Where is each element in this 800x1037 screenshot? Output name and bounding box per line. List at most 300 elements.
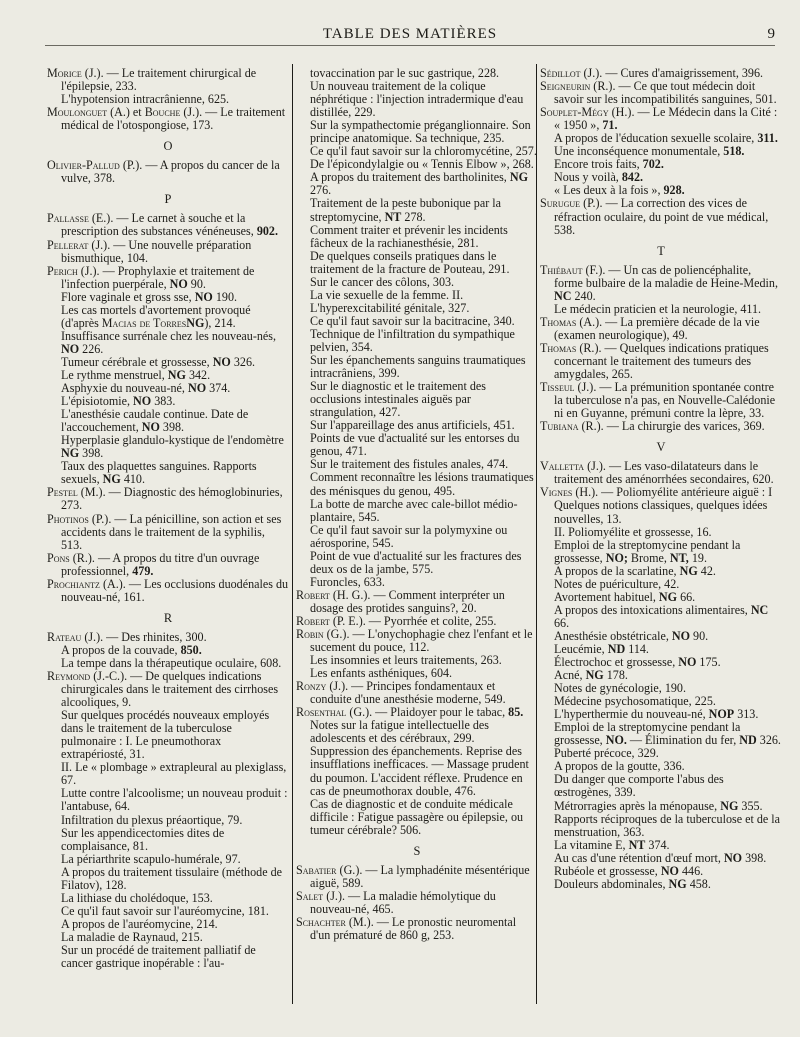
entry-text: A propos des intoxications alimentaires, (554, 602, 751, 617)
entry-text: Insuffisance surrénale chez les nouveau-nés, (61, 328, 277, 343)
index-subentry (296, 250, 538, 276)
entry-text: Nous y voilà, (554, 170, 622, 185)
author-name: Ronzy (296, 679, 327, 694)
index-subentry (540, 539, 782, 565)
column-divider (292, 64, 293, 1004)
entry-text: Puberté précoce, 329. (554, 746, 659, 761)
entry-text: (R.). — La chirurgie des varices, 369. (578, 419, 765, 434)
author-name: Photinos (47, 511, 89, 526)
section-letter (540, 441, 782, 454)
index-subentry (296, 289, 538, 315)
entry-text: (G.). — L'onychophagie chez l'enfant et le sucement du pouce, 112. (310, 627, 533, 655)
bold-reference: NC (750, 602, 769, 617)
entry-text: La vitamine E, (554, 837, 629, 852)
entry-text: La lithiase du cholédoque, 153. (61, 890, 213, 905)
entry-text: Notes sur la fatigue intellectuelle des adolescents et des cérébraux, 299. (310, 718, 489, 746)
index-entry (540, 420, 782, 433)
entry-text: 42. (697, 563, 716, 578)
entry-text: (H.). — Poliomyélite antérieure aiguë : I Quelques notions classiques, quelques idées nouvelles, 13. (554, 485, 773, 526)
entry-text: 240. (571, 288, 596, 303)
index-subentry (296, 745, 538, 797)
author-name: Valletta (540, 459, 585, 474)
entry-text: (A.). — Les occlusions duodénales du nouveau-né, 161. (61, 576, 289, 604)
entry-text: (J.). — La maladie hémolytique du nouveau-né, 465. (310, 888, 496, 916)
entry-text: L'hyperthermie du nouveau-né, (554, 707, 709, 722)
index-entry (540, 316, 782, 342)
entry-text: A propos de la scarlatine, (554, 563, 680, 578)
entry-text: 278. (401, 209, 426, 224)
entry-text: 326. (230, 354, 256, 369)
bold-reference: 71. (602, 118, 618, 133)
index-subentry (47, 944, 289, 970)
entry-text: 90. (187, 276, 206, 291)
index-entry (540, 460, 782, 486)
entry-text: Technique de l'infiltration du sympathique pelvien, 354. (310, 326, 515, 354)
index-subentry (540, 773, 782, 799)
bold-reference: NO (678, 655, 697, 670)
entry-text: 326. (756, 733, 781, 748)
index-entry (540, 381, 782, 420)
entry-text: Électrochoc et grossesse, (554, 655, 679, 670)
index-subentry (540, 721, 782, 747)
index-subentry (540, 604, 782, 630)
entry-text: (J.). — Une nouvelle préparation bismuthique, 104. (61, 237, 252, 265)
author-name: Vignes (540, 485, 573, 500)
index-entry (296, 890, 538, 916)
entry-text: De quelques conseils pratiques dans le traitement de la fracture de Pouteau, 291. (310, 248, 510, 276)
entry-text: (P. E.). — Pyorrhée et colite, 255. (329, 613, 497, 628)
index-subentry (296, 471, 538, 497)
entry-text: « 1950 », (554, 118, 603, 133)
author-name: Tubiana (540, 419, 579, 434)
bold-reference: NG (167, 367, 186, 382)
entry-text: (G.). — La lymphadénite mésentérique aiguë, 589. (310, 862, 530, 890)
entry-text: 19. (688, 550, 707, 565)
index-entry (296, 916, 538, 942)
entry-text: Du danger que comporte l'abus des œstrogènes, 339. (554, 772, 724, 800)
entry-text: R (163, 610, 173, 625)
bold-reference: NO (212, 354, 231, 369)
entry-text: (A.). — La première décade de la vie (examen neurologique), 49. (554, 314, 760, 342)
entry-text: (H.). — Le Médecin dans la Cité : (608, 105, 778, 120)
index-column-1 (47, 67, 289, 1007)
page-header (45, 26, 775, 44)
entry-text: Brome, (627, 550, 670, 565)
author-name: Seigneurin (540, 79, 591, 94)
entry-text: Métrorragies après la ménopause, (554, 798, 721, 813)
entry-text: (E.). — Le carnet à souche et la prescription des substances vénéneuses, (61, 211, 257, 239)
bold-reference: NO (169, 276, 188, 291)
entry-text: A propos du traitement des bartholinites, (310, 170, 510, 185)
author-name: Moulonguet (47, 105, 108, 120)
index-subentry (47, 304, 289, 330)
entry-text: L'anesthésie caudale continue. Date de l'accouchement, (61, 407, 249, 435)
entry-text: 398. (159, 420, 185, 435)
entry-text: Notes de gynécologie, 190. (554, 681, 686, 696)
index-subentry (296, 171, 538, 197)
entry-text: Un nouveau traitement de la colique néphrétique : l'injection intradermique d'eau distillée, 229. (310, 79, 524, 120)
index-subentry (540, 813, 782, 839)
entry-text: A propos de la goutte, 336. (554, 759, 685, 774)
entry-text: — Élimination du fer, (626, 733, 740, 748)
entry-text: (P.). — La correction des vices de réfraction oculaire, du point de vue médical, 538. (554, 196, 769, 237)
index-subentry (47, 460, 289, 486)
author-name: Morice (47, 67, 82, 80)
index-subentry (296, 524, 538, 550)
header-rule (45, 45, 775, 46)
entry-text: (R.). — A propos du titre d'un ouvrage professionnel, (61, 550, 260, 578)
entry-text: A propos de la couvade, (61, 642, 181, 657)
bold-reference: NO (61, 341, 80, 356)
entry-text: Traitement de la peste bubonique par la streptomycine, (310, 196, 501, 224)
bold-reference: NT (384, 209, 402, 224)
index-entry (47, 513, 289, 552)
index-subentry (47, 827, 289, 853)
entry-text: 446. (678, 863, 704, 878)
index-entry (47, 670, 289, 709)
entry-text: (R.). — Ce que tout médecin doit savoir sur les incompatibilités sanguines, 501. (554, 79, 777, 107)
entry-text: 214. (214, 315, 236, 330)
entry-text: Sur un procédé de traitement palliatif de cancer gastrique inopérable : l'au- (61, 943, 256, 971)
bold-reference: NG (668, 876, 687, 891)
entry-text: 276. (310, 183, 332, 198)
index-subentry (47, 787, 289, 813)
entry-text: Le médecin praticien et la neurologie, 411. (554, 301, 762, 316)
bold-reference: NO; (605, 550, 628, 565)
entry-text: 374. (645, 837, 670, 852)
bold-reference: 85. (508, 705, 524, 720)
index-entry (540, 264, 782, 303)
section-letter (296, 845, 538, 858)
entry-text: Acné, (554, 668, 586, 683)
entry-text: A propos de l'éducation sexuelle scolaire, (554, 131, 758, 146)
index-subentry (47, 709, 289, 761)
author-name: Robert (296, 613, 330, 628)
entry-text: (J.). — Le traitement chirurgical de l'épilepsie, 233. (61, 67, 257, 94)
entry-text: II. Poliomyélite et grossesse, 16. (554, 524, 712, 539)
entry-text: Points de vue d'actualité sur les entorses du genou, 471. (310, 431, 520, 459)
entry-text: 383. (151, 394, 176, 409)
entry-text: (J.). — Les vaso-dilatateurs dans le traitement des aménorrhées secondaires, 620. (554, 459, 774, 487)
entry-text: Les enfants asthéniques, 604. (310, 666, 453, 681)
entry-text: Avortement habituel, (554, 589, 659, 604)
entry-text: 90. (690, 628, 709, 643)
entry-text: Sur les épanchements sanguins traumatiques intracrâniens, 399. (310, 353, 526, 381)
author-name: Thiébaut (540, 262, 583, 277)
entry-text: Leucémie, (554, 641, 608, 656)
entry-text: (J.). — La prémunition spontanée contre la tuberculose n'a pas, en Nouvelle-Calédonie ni en Guyanne, prémuni contre la lèpre, 33. (554, 380, 776, 421)
author-name: Reymond (47, 669, 91, 684)
entry-text: Sur le diagnostic et le traitement des occlusions intestinales aiguës par strangulation, 427. (310, 379, 486, 420)
entry-text: La périarthrite scapulo-humérale, 97. (61, 851, 241, 866)
entry-text: Lutte contre l'alcoolisme; un nouveau produit : l'antabuse, 64. (61, 786, 288, 814)
index-entry (47, 486, 289, 512)
bold-reference: NT, (669, 550, 689, 565)
entry-text: (J.). — Cures d'amaigrissement, 396. (580, 67, 764, 80)
index-subentry (47, 866, 289, 892)
entry-text: (G.). — Plaidoyer pour le tabac, (346, 705, 509, 720)
index-entry (47, 552, 289, 578)
author-name: Pons (47, 550, 70, 565)
index-entry (47, 578, 289, 604)
entry-text: (J.). — Principes fondamentaux et conduite d'une anesthésie moderne, 549. (310, 679, 506, 707)
index-subentry (47, 761, 289, 787)
entry-text: Médecine psychosomatique, 225. (554, 694, 716, 709)
entry-text: Sur les appendicectomies dites de complaisance, 81. (61, 825, 225, 853)
entry-text: Rubéole et grossesse, (554, 863, 661, 878)
bold-reference: NO (141, 420, 160, 435)
entry-text: Hyperplasie glandulo-kystique de l'endomètre (61, 433, 284, 448)
entry-text: Cas de diagnostic et de conduite médicale difficile : Fatigue passagère ou épilepsie, ou tumeur cérébrale? 506. (310, 796, 524, 837)
entry-text: Taux des plaquettes sanguines. Rapports sexuels, (61, 459, 257, 487)
entry-text: Flore vaginale et gross sse, (61, 289, 195, 304)
entry-text: Sur l'appareillage des anus artificiels, 451. (310, 418, 515, 433)
section-letter (47, 140, 289, 153)
entry-text: (J.). — Des rhinites, 300. (81, 629, 207, 644)
index-subentry (296, 119, 538, 145)
entry-text: Ce qu'il faut savoir sur la bacitracine, 340. (310, 313, 515, 328)
bold-reference: ND (607, 641, 626, 656)
entry-text: Emploi de la streptomycine pendant la grossesse, (554, 537, 741, 565)
entry-text: A propos de l'auréomycine, 214. (61, 916, 218, 931)
entry-text: (R.). — Quelques indications pratiques concernant le traitement des tumeurs des amygdales, 265. (554, 340, 769, 382)
entry-text: P (164, 192, 172, 207)
entry-text: (P.). — La pénicilline, son action et ses accidents dans le traitement de la syphilis, 513. (61, 511, 282, 552)
author-name: Rosenthal (296, 705, 347, 720)
index-entry (296, 864, 538, 890)
entry-text: 398. (742, 850, 767, 865)
bold-reference: 518. (723, 144, 745, 159)
entry-text: 313. (734, 707, 759, 722)
index-entry (296, 680, 538, 706)
entry-text: 190. (212, 289, 238, 304)
entry-text: Sur la sympathectomie préganglionnaire. Son principe anatomique. Sa technique, 235. (310, 118, 531, 146)
entry-text: La maladie de Raynaud, 215. (61, 929, 203, 944)
index-entry (540, 197, 782, 236)
author-name: Pallasse (47, 211, 89, 226)
entry-text: Tumeur cérébrale et grossesse, (61, 354, 213, 369)
index-entry (540, 80, 782, 106)
entry-text: Au cas d'une rétention d'œuf mort, (554, 850, 724, 865)
entry-text: Suppression des épanchements. Reprise des insufflations inefficaces. — Massage prudent du poumon. L'accident réflexe. Prudence en cas de pneumothorax double, 476. (310, 744, 529, 798)
entry-text: ), (204, 315, 215, 330)
section-letter (47, 612, 289, 625)
index-subentry (296, 328, 538, 354)
entry-text: Ce qu'il faut savoir sur la polymyxine ou aérosporine, 545. (310, 522, 508, 550)
bold-reference: NOP (708, 707, 735, 722)
bold-reference: 928. (663, 183, 685, 198)
entry-text: (P.). — A propos du cancer de la vulve, 378. (61, 158, 280, 186)
entry-text: La vie sexuelle de la femme. II. L'hyperexcitabilité génitale, 327. (310, 287, 470, 315)
entry-text: Comment reconnaître les lésions traumatiques des ménisques du genou, 495. (310, 470, 534, 498)
bold-reference: NO (671, 628, 691, 643)
author-name: Macias de Torres (101, 315, 187, 330)
bold-reference: 479. (132, 563, 154, 578)
bold-reference: NG (679, 563, 698, 578)
entry-text: (M.). — Diagnostic des hémoglobinuries, 273. (61, 485, 283, 513)
entry-text: Sur quelques procédés nouveaux employés dans le traitement de la tuberculose pulmonaire : I. Le pneumothorax extrapériosté, 31. (61, 708, 270, 762)
entry-text: Ce qu'il faut savoir sur la chloromycétine, 257. (310, 144, 537, 159)
index-subentry (47, 330, 289, 356)
entry-text: 66. (554, 615, 570, 630)
author-name: Bouche (144, 105, 181, 120)
bold-reference: 311. (757, 131, 778, 146)
entry-text: 458. (686, 876, 711, 891)
index-entry (540, 486, 782, 525)
entry-text: Comment traiter et prévenir les incidents fâcheux de la rachianesthésie, 281. (310, 222, 508, 250)
entry-text: (M.). — Le pronostic neuromental d'un prématuré de 860 g, 253. (310, 915, 517, 943)
author-name: Sédillot (540, 67, 581, 80)
author-name: Thomas (540, 314, 577, 329)
entry-text: Les cas mortels d'avortement provoqué (d'après (61, 302, 251, 330)
entry-text: Anesthésie obstétricale, (554, 628, 672, 643)
index-column-3 (540, 67, 782, 1007)
section-letter (47, 193, 289, 206)
index-entry (47, 159, 289, 185)
author-name: Souplet-Mégy (540, 105, 609, 120)
index-subentry (296, 719, 538, 745)
entry-text: 342. (185, 367, 211, 382)
index-entry (296, 628, 538, 654)
bold-reference: NG (102, 472, 121, 487)
index-subentry (296, 432, 538, 458)
bold-reference: NC (554, 288, 572, 303)
index-entry (47, 67, 289, 93)
bold-reference: NO. (605, 733, 627, 748)
author-name: Sabatier (296, 862, 337, 877)
entry-text: A propos du traitement tissulaire (méthode de Filatov), 128. (61, 864, 282, 892)
bold-reference: NG (585, 668, 604, 683)
bold-reference: NO (660, 863, 679, 878)
entry-text: (J.). — Le traitement médical de l'otospongiose, 173. (61, 105, 286, 133)
entry-text: 410. (120, 472, 145, 487)
entry-text: Emploi de la streptomycine pendant la grossesse, (554, 720, 741, 748)
author-name: Thomas (540, 340, 577, 355)
bold-reference: NO (187, 381, 207, 396)
entry-text: T (657, 243, 665, 258)
entry-text: (J.-C.). — De quelques indications chirurgicales dans le traitement des cirrhoses alcooliques, 9. (61, 669, 279, 710)
author-name: Tisseul (540, 380, 575, 395)
entry-text: 374. (206, 381, 231, 396)
entry-text: (J.). — Prophylaxie et traitement de l'infection puerpérale, (61, 263, 255, 291)
index-subentry (296, 354, 538, 380)
entry-text: Asphyxie du nouveau-né, (61, 381, 188, 396)
bold-reference: NG (720, 798, 739, 813)
running-title: TABLE DES MATIÈRES (322, 26, 498, 42)
entry-text: 398. (79, 446, 104, 461)
entry-text: De l'épicondylalgie ou « Tennis Elbow », 268. (310, 157, 534, 172)
entry-text: Furoncles, 633. (310, 574, 385, 589)
entry-text: II. Le « plombage » extrapleural au plexiglass, 67. (61, 760, 287, 788)
author-name: Salet (296, 888, 324, 903)
index-subentry (296, 498, 538, 524)
bold-reference: NG (61, 446, 80, 461)
index-entry (47, 239, 289, 265)
entry-text: L'hypotension intracrânienne, 625. (61, 92, 230, 107)
entry-text: Sur le traitement des fistules anales, 474. (310, 457, 509, 472)
bold-reference: 842. (621, 170, 644, 185)
entry-text: O (163, 139, 173, 154)
entry-text: 355. (738, 798, 763, 813)
entry-text: « Les deux à la fois », (554, 183, 664, 198)
bold-reference: 702. (642, 157, 664, 172)
entry-text: Sur le cancer des côlons, 303. (310, 274, 455, 289)
index-subentry (296, 80, 538, 119)
index-entry (47, 106, 289, 132)
author-name: Surugue (540, 196, 581, 211)
entry-text: Notes de puériculture, 42. (554, 576, 680, 591)
bold-reference: NG (658, 589, 678, 604)
entry-text: Une inconséquence monumentale, (554, 144, 724, 159)
author-name: Perich (47, 263, 78, 278)
bold-reference: NG (186, 315, 205, 330)
bold-reference: NO (194, 289, 213, 304)
index-entry (47, 265, 289, 291)
bold-reference: NT (628, 837, 646, 852)
entry-text: (A.) et (107, 105, 145, 120)
entry-text: Encore trois faits, (554, 157, 643, 172)
index-subentry (296, 380, 538, 419)
index-subentry (540, 878, 782, 891)
bold-reference: ND (739, 733, 757, 748)
entry-text: Point de vue d'actualité sur les fractures des deux os de la jambe, 575. (310, 548, 522, 576)
bold-reference: NG (509, 170, 528, 185)
author-name: Robert (296, 587, 330, 602)
index-subentry (47, 408, 289, 434)
entry-text: Douleurs abdominales, (554, 876, 669, 891)
index-subentry (296, 224, 538, 250)
index-column-2 (296, 67, 538, 1007)
bold-reference: NO (723, 850, 743, 865)
bold-reference: 902. (256, 224, 278, 239)
author-name: Schachter (296, 915, 346, 929)
author-name: Robin (296, 627, 324, 642)
entry-text: Infiltration du plexus préaortique, 79. (61, 812, 243, 827)
entry-text: 178. (603, 668, 628, 683)
entry-text: L'épisiotomie, (61, 394, 134, 409)
entry-text: 226. (79, 341, 104, 356)
entry-text: V (656, 440, 666, 455)
author-name: Olivier-Pallud (47, 158, 120, 173)
index-entry (540, 342, 782, 381)
bold-reference: 850. (180, 642, 202, 657)
section-letter (540, 245, 782, 258)
index-subentry (296, 550, 538, 576)
index-entry (296, 589, 538, 615)
entry-text: 175. (696, 655, 721, 670)
index-entry (47, 212, 289, 238)
entry-text: La botte de marche avec cale-billot médio-plantaire, 545. (310, 496, 518, 524)
entry-text: tovaccination par le suc gastrique, 228. (310, 67, 500, 80)
entry-text: (H. G.). — Comment interpréter un dosage des protides sanguins?, 20. (310, 587, 505, 615)
bold-reference: NO (133, 394, 152, 409)
author-name: Rateau (47, 629, 82, 644)
entry-text: Le rythme menstruel, (61, 367, 168, 382)
entry-text: Rapports réciproques de la tuberculose et de la menstruation, 363. (554, 811, 781, 839)
index-subentry (296, 798, 538, 837)
page-number: 9 (767, 26, 775, 42)
author-name: Pellerat (47, 237, 89, 252)
entry-text: Les insomnies et leurs traitements, 263. (310, 653, 502, 668)
entry-text: Ce qu'il faut savoir sur l'auréomycine, 181. (61, 903, 269, 918)
entry-text: S (413, 843, 421, 858)
author-name: Prochiantz (47, 576, 100, 591)
entry-text: 66. (677, 589, 696, 604)
entry-text: La tempe dans la thérapeutique oculaire, 608. (61, 655, 282, 670)
index-subentry (296, 197, 538, 223)
entry-text: 114. (625, 641, 649, 656)
entry-text: (F.). — Un cas de poliencéphalite, forme bulbaire de la maladie de Heine-Medin, (554, 262, 778, 290)
